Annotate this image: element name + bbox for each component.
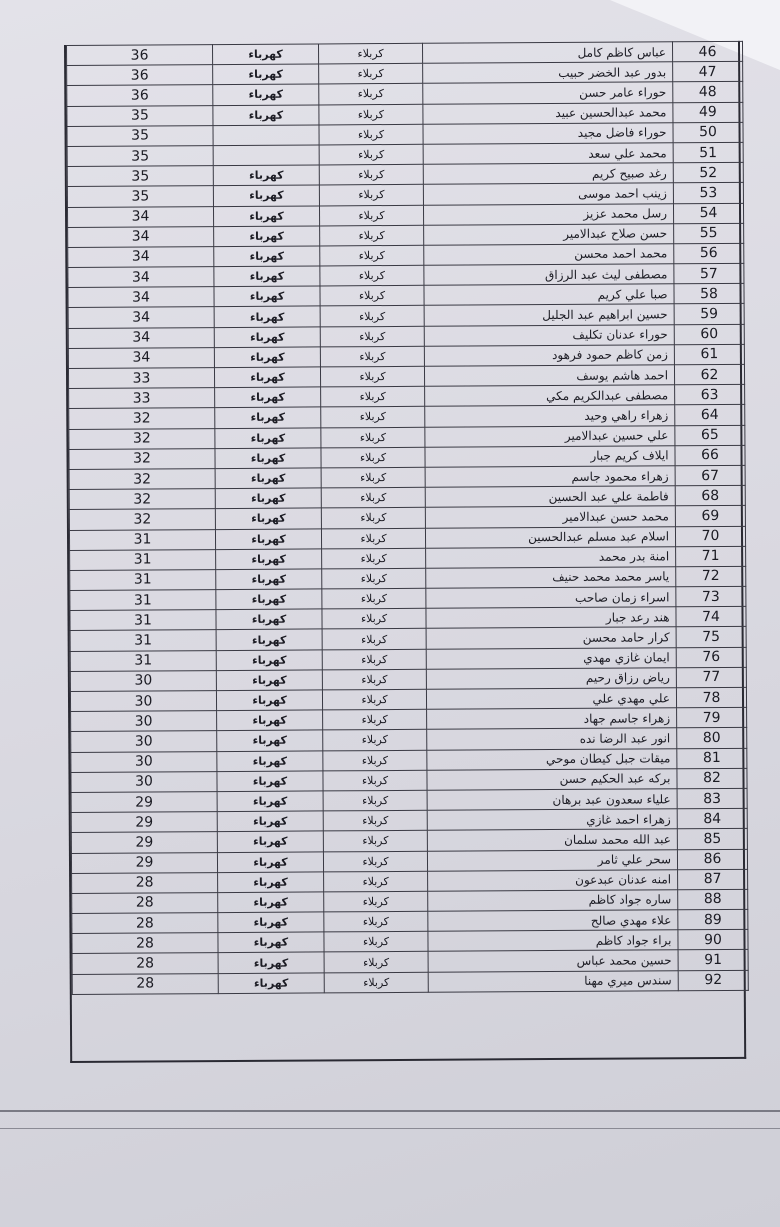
sequence-number-cell: 65 [675,425,745,446]
city-cell: كربلاء [323,810,427,831]
sequence-number-cell: 83 [677,788,747,809]
grade-cell: 28 [72,973,218,994]
department-cell: كهرباء [213,205,319,226]
sequence-number-cell: 46 [672,41,742,62]
city-cell: كربلاء [323,750,427,771]
city-cell: كربلاء [323,709,427,730]
department-cell: كهرباء [214,226,320,247]
sequence-number-cell: 55 [674,223,744,244]
department-cell: كهرباء [214,266,320,287]
city-cell: كربلاء [321,508,425,529]
grade-cell: 28 [72,872,218,893]
student-name-cell: رسل محمد عزيز [423,203,673,225]
grade-cell: 31 [70,549,216,570]
student-name-cell: زهراء محمود جاسم [425,466,675,488]
grade-cell: 34 [68,287,214,308]
student-name-cell: بدور عبد الخضر حبيب [423,62,673,84]
city-cell: كربلاء [320,306,424,327]
city-cell: كربلاء [320,225,424,246]
city-cell: كربلاء [322,669,426,690]
city-cell: كربلاء [321,427,425,448]
student-name-cell: عباس كاظم كامل [422,42,672,64]
city-cell: كربلاء [322,588,426,609]
sequence-number-cell: 77 [676,667,746,688]
sequence-number-cell: 75 [676,627,746,648]
department-cell: كهرباء [218,952,324,973]
grade-cell: 28 [72,953,218,974]
sequence-number-cell: 71 [676,546,746,567]
sequence-number-cell: 91 [678,950,748,971]
sequence-number-cell: 50 [673,122,743,143]
grade-cell: 35 [67,105,213,126]
grade-cell: 29 [71,812,217,833]
department-cell: كهرباء [213,165,319,186]
city-cell: كربلاء [321,528,425,549]
department-cell: كهرباء [217,750,323,771]
sequence-number-cell: 61 [674,344,744,365]
department-cell: كهرباء [216,549,322,570]
grade-cell: 35 [67,146,213,167]
student-name-cell: زهراء جاسم جهاد [427,708,677,730]
city-cell: كربلاء [319,63,423,84]
student-name-cell: سندس ميري مهنا [428,970,678,992]
grade-cell: 28 [72,892,218,913]
department-cell: كهرباء [215,508,321,529]
sequence-number-cell: 49 [673,102,743,123]
grade-cell: 30 [70,691,216,712]
city-cell: كربلاء [319,124,423,145]
page-divider-line-secondary [0,1128,780,1129]
department-cell: كهرباء [213,44,319,65]
student-name-cell: ايمان غازي مهدي [426,647,676,669]
sequence-number-cell: 56 [674,243,744,264]
sequence-number-cell: 48 [673,82,743,103]
sequence-number-cell: 73 [676,586,746,607]
student-name-cell: زمن كاظم حمود فرهود [424,345,674,367]
city-cell: كربلاء [320,265,424,286]
department-cell: كهرباء [216,690,322,711]
student-name-cell: حسين ابراهيم عبد الجليل [424,304,674,326]
sequence-number-cell: 58 [674,284,744,305]
student-name-cell: رغد صبيح كريم [423,163,673,185]
student-name-cell: علاء مهدي صالح [428,910,678,932]
student-name-cell: زينب احمد موسى [423,183,673,205]
sequence-number-cell: 63 [675,385,745,406]
sequence-number-cell: 69 [675,506,745,527]
city-cell: كربلاء [320,346,424,367]
grade-cell: 34 [68,267,214,288]
student-name-cell: علي مهدي علي [426,688,676,710]
city-cell: كربلاء [320,366,424,387]
sequence-number-cell: 47 [673,62,743,83]
student-name-cell: زهراء احمد غازي [427,809,677,831]
department-cell: كهرباء [216,569,322,590]
grade-cell: 31 [70,569,216,590]
city-cell: كربلاء [319,84,423,105]
table-row [72,970,748,994]
sequence-number-cell: 74 [676,607,746,628]
department-cell: كهرباء [213,84,319,105]
city-cell: كربلاء [322,548,426,569]
student-name-cell: اسلام عبد مسلم عبدالحسين [425,526,675,548]
department-cell: كهرباء [216,629,322,650]
sequence-number-cell: 88 [678,889,748,910]
city-cell: كربلاء [323,730,427,751]
grade-cell: 34 [68,307,214,328]
grade-cell: 34 [68,226,214,247]
sequence-number-cell: 57 [674,263,744,284]
student-name-cell: محمد عبدالحسين عبيد [423,102,673,124]
sequence-number-cell: 86 [677,849,747,870]
grade-cell: 34 [68,246,214,267]
grade-cell: 30 [70,670,216,691]
student-name-cell: مصطفى عبدالكريم مكي [425,385,675,407]
grade-cell: 32 [69,489,215,510]
grade-cell: 32 [69,448,215,469]
department-cell: كهرباء [215,448,321,469]
department-cell: كهرباء [217,791,323,812]
student-name-cell: علياء سعدون عبد برهان [427,789,677,811]
department-cell: كهرباء [217,771,323,792]
sequence-number-cell: 66 [675,445,745,466]
department-cell: كهرباء [217,851,323,872]
department-cell: كهرباء [216,609,322,630]
sequence-number-cell: 82 [677,768,747,789]
student-name-cell: كرار حامد محسن [426,627,676,649]
grade-cell: 32 [69,428,215,449]
city-cell: كربلاء [321,386,425,407]
department-cell: كهرباء [214,306,320,327]
department-cell: كهرباء [215,407,321,428]
city-cell: كربلاء [319,144,423,165]
department-cell: كهرباء [215,387,321,408]
grade-cell: 32 [69,509,215,530]
department-cell [213,125,319,146]
sequence-number-cell: 52 [673,162,743,183]
grade-cell: 34 [68,327,214,348]
grade-cell: 31 [70,610,216,631]
sequence-number-cell: 59 [674,304,744,325]
student-name-cell: بركه عبد الحكيم حسن [427,769,677,791]
department-cell: كهرباء [215,528,321,549]
grade-cell: 33 [68,368,214,389]
student-name-cell: رياض رزاق رحيم [426,668,676,690]
student-name-cell: حسن صلاح عبدالامير [424,223,674,245]
city-cell: كربلاء [323,770,427,791]
city-cell: كربلاء [324,871,428,892]
sequence-number-cell: 54 [673,203,743,224]
student-name-cell: امنة بدر محمد [426,546,676,568]
city-cell: كربلاء [321,447,425,468]
student-name-cell: حوراء عدنان تكليف [424,324,674,346]
student-name-cell: علي حسين عبدالامير [425,425,675,447]
sequence-number-cell: 90 [678,930,748,951]
sequence-number-cell: 84 [677,808,747,829]
grade-cell: 28 [72,933,218,954]
department-cell: كهرباء [217,811,323,832]
grade-cell: 31 [70,630,216,651]
sequence-number-cell: 85 [677,829,747,850]
student-name-cell: حسين محمد عباس [428,950,678,972]
city-cell: كربلاء [324,932,428,953]
grade-cell: 30 [71,711,217,732]
department-cell: كهرباء [213,105,319,126]
sequence-number-cell: 81 [677,748,747,769]
department-cell: كهرباء [216,650,322,671]
sequence-number-cell: 68 [675,485,745,506]
department-cell: كهرباء [217,710,323,731]
department-cell: كهرباء [215,488,321,509]
sequence-number-cell: 62 [674,364,744,385]
grade-cell: 30 [71,771,217,792]
data-table [66,41,749,995]
department-cell: كهرباء [214,347,320,368]
city-cell: كربلاء [320,286,424,307]
department-cell: كهرباء [218,872,324,893]
grade-cell: 36 [67,85,213,106]
student-name-cell: صبا علي كريم [424,284,674,306]
student-name-cell: فاطمة علي عبد الحسين [425,486,675,508]
grade-cell: 35 [67,166,213,187]
table-body [67,41,749,994]
city-cell: كربلاء [322,609,426,630]
city-cell: كربلاء [319,205,423,226]
grade-cell: 28 [72,913,218,934]
student-name-cell: احمد هاشم يوسف [424,365,674,387]
grade-cell: 33 [69,388,215,409]
student-name-cell: ياسر محمد محمد حنيف [426,567,676,589]
student-name-cell: حوراء فاضل مجيد [423,123,673,145]
department-cell: كهرباء [218,973,324,994]
sequence-number-cell: 51 [673,142,743,163]
department-cell: كهرباء [214,367,320,388]
sequence-number-cell: 79 [677,708,747,729]
department-cell: كهرباء [214,246,320,267]
grade-cell: 34 [68,347,214,368]
city-cell: كربلاء [319,104,423,125]
grade-cell: 31 [70,590,216,611]
student-name-cell: محمد حسن عبدالامير [425,506,675,528]
sequence-number-cell: 80 [677,728,747,749]
student-name-cell: ساره جواد كاظم [428,890,678,912]
sequence-number-cell: 53 [673,183,743,204]
city-cell: كربلاء [324,911,428,932]
department-cell: كهرباء [217,730,323,751]
department-cell: كهرباء [214,286,320,307]
city-cell: كربلاء [324,891,428,912]
sequence-number-cell: 92 [678,970,748,991]
city-cell: كربلاء [318,43,422,64]
page-divider-line [0,1110,780,1112]
sequence-number-cell: 89 [678,909,748,930]
student-list-table [64,41,746,1063]
department-cell: كهرباء [213,64,319,85]
student-name-cell: عبد الله محمد سلمان [427,829,677,851]
student-name-cell: ايلاف كريم جبار [425,446,675,468]
department-cell: كهرباء [218,932,324,953]
grade-cell: 31 [69,529,215,550]
city-cell: كربلاء [323,851,427,872]
city-cell: كربلاء [320,326,424,347]
sequence-number-cell: 67 [675,465,745,486]
sequence-number-cell: 87 [678,869,748,890]
city-cell: كربلاء [320,245,424,266]
sequence-number-cell: 78 [676,687,746,708]
city-cell: كربلاء [324,972,428,993]
department-cell: كهرباء [218,912,324,933]
department-cell: كهرباء [213,185,319,206]
city-cell: كربلاء [322,568,426,589]
city-cell: كربلاء [322,649,426,670]
department-cell: كهرباء [214,327,320,348]
grade-cell: 30 [71,731,217,752]
grade-cell: 31 [70,650,216,671]
city-cell: كربلاء [321,467,425,488]
grade-cell: 35 [67,125,213,146]
sequence-number-cell: 60 [674,324,744,345]
sequence-number-cell: 64 [675,405,745,426]
grade-cell: 29 [71,832,217,853]
city-cell: كربلاء [321,487,425,508]
city-cell: كربلاء [322,689,426,710]
grade-cell: 35 [67,186,213,207]
student-name-cell: براء جواد كاظم [428,930,678,952]
student-name-cell: ميقات جبل كيطان موحي [427,748,677,770]
student-name-cell: زهراء راهي وحيد [425,405,675,427]
student-name-cell: هند رعد جبار [426,607,676,629]
sequence-number-cell: 76 [676,647,746,668]
department-cell: كهرباء [218,892,324,913]
grade-cell: 29 [71,852,217,873]
city-cell: كربلاء [323,831,427,852]
department-cell: كهرباء [217,831,323,852]
department-cell: كهرباء [216,589,322,610]
city-cell: كربلاء [321,407,425,428]
grade-cell: 29 [71,792,217,813]
student-name-cell: محمد علي سعد [423,143,673,165]
student-name-cell: اسراء زمان صاحب [426,587,676,609]
grade-cell: 30 [71,751,217,772]
sequence-number-cell: 70 [675,526,745,547]
sequence-number-cell: 72 [676,566,746,587]
city-cell: كربلاء [319,164,423,185]
student-name-cell: حوراء عامر حسن [423,82,673,104]
city-cell: كربلاء [324,952,428,973]
student-name-cell: انور عبد الرضا نده [427,728,677,750]
city-cell: كربلاء [319,185,423,206]
city-cell: كربلاء [323,790,427,811]
department-cell: كهرباء [215,428,321,449]
student-name-cell: محمد احمد محسن [424,244,674,266]
grade-cell: 32 [69,408,215,429]
department-cell [213,145,319,166]
department-cell: كهرباء [215,468,321,489]
grade-cell: 36 [67,65,213,86]
department-cell: كهرباء [216,670,322,691]
grade-cell: 32 [69,469,215,490]
grade-cell: 34 [67,206,213,227]
student-name-cell: امنه عدنان عبدعون [428,869,678,891]
student-name-cell: سحر علي ثامر [427,849,677,871]
student-name-cell: مصطفى ليث عبد الرزاق [424,264,674,286]
grade-cell: 36 [67,45,213,66]
city-cell: كربلاء [322,629,426,650]
